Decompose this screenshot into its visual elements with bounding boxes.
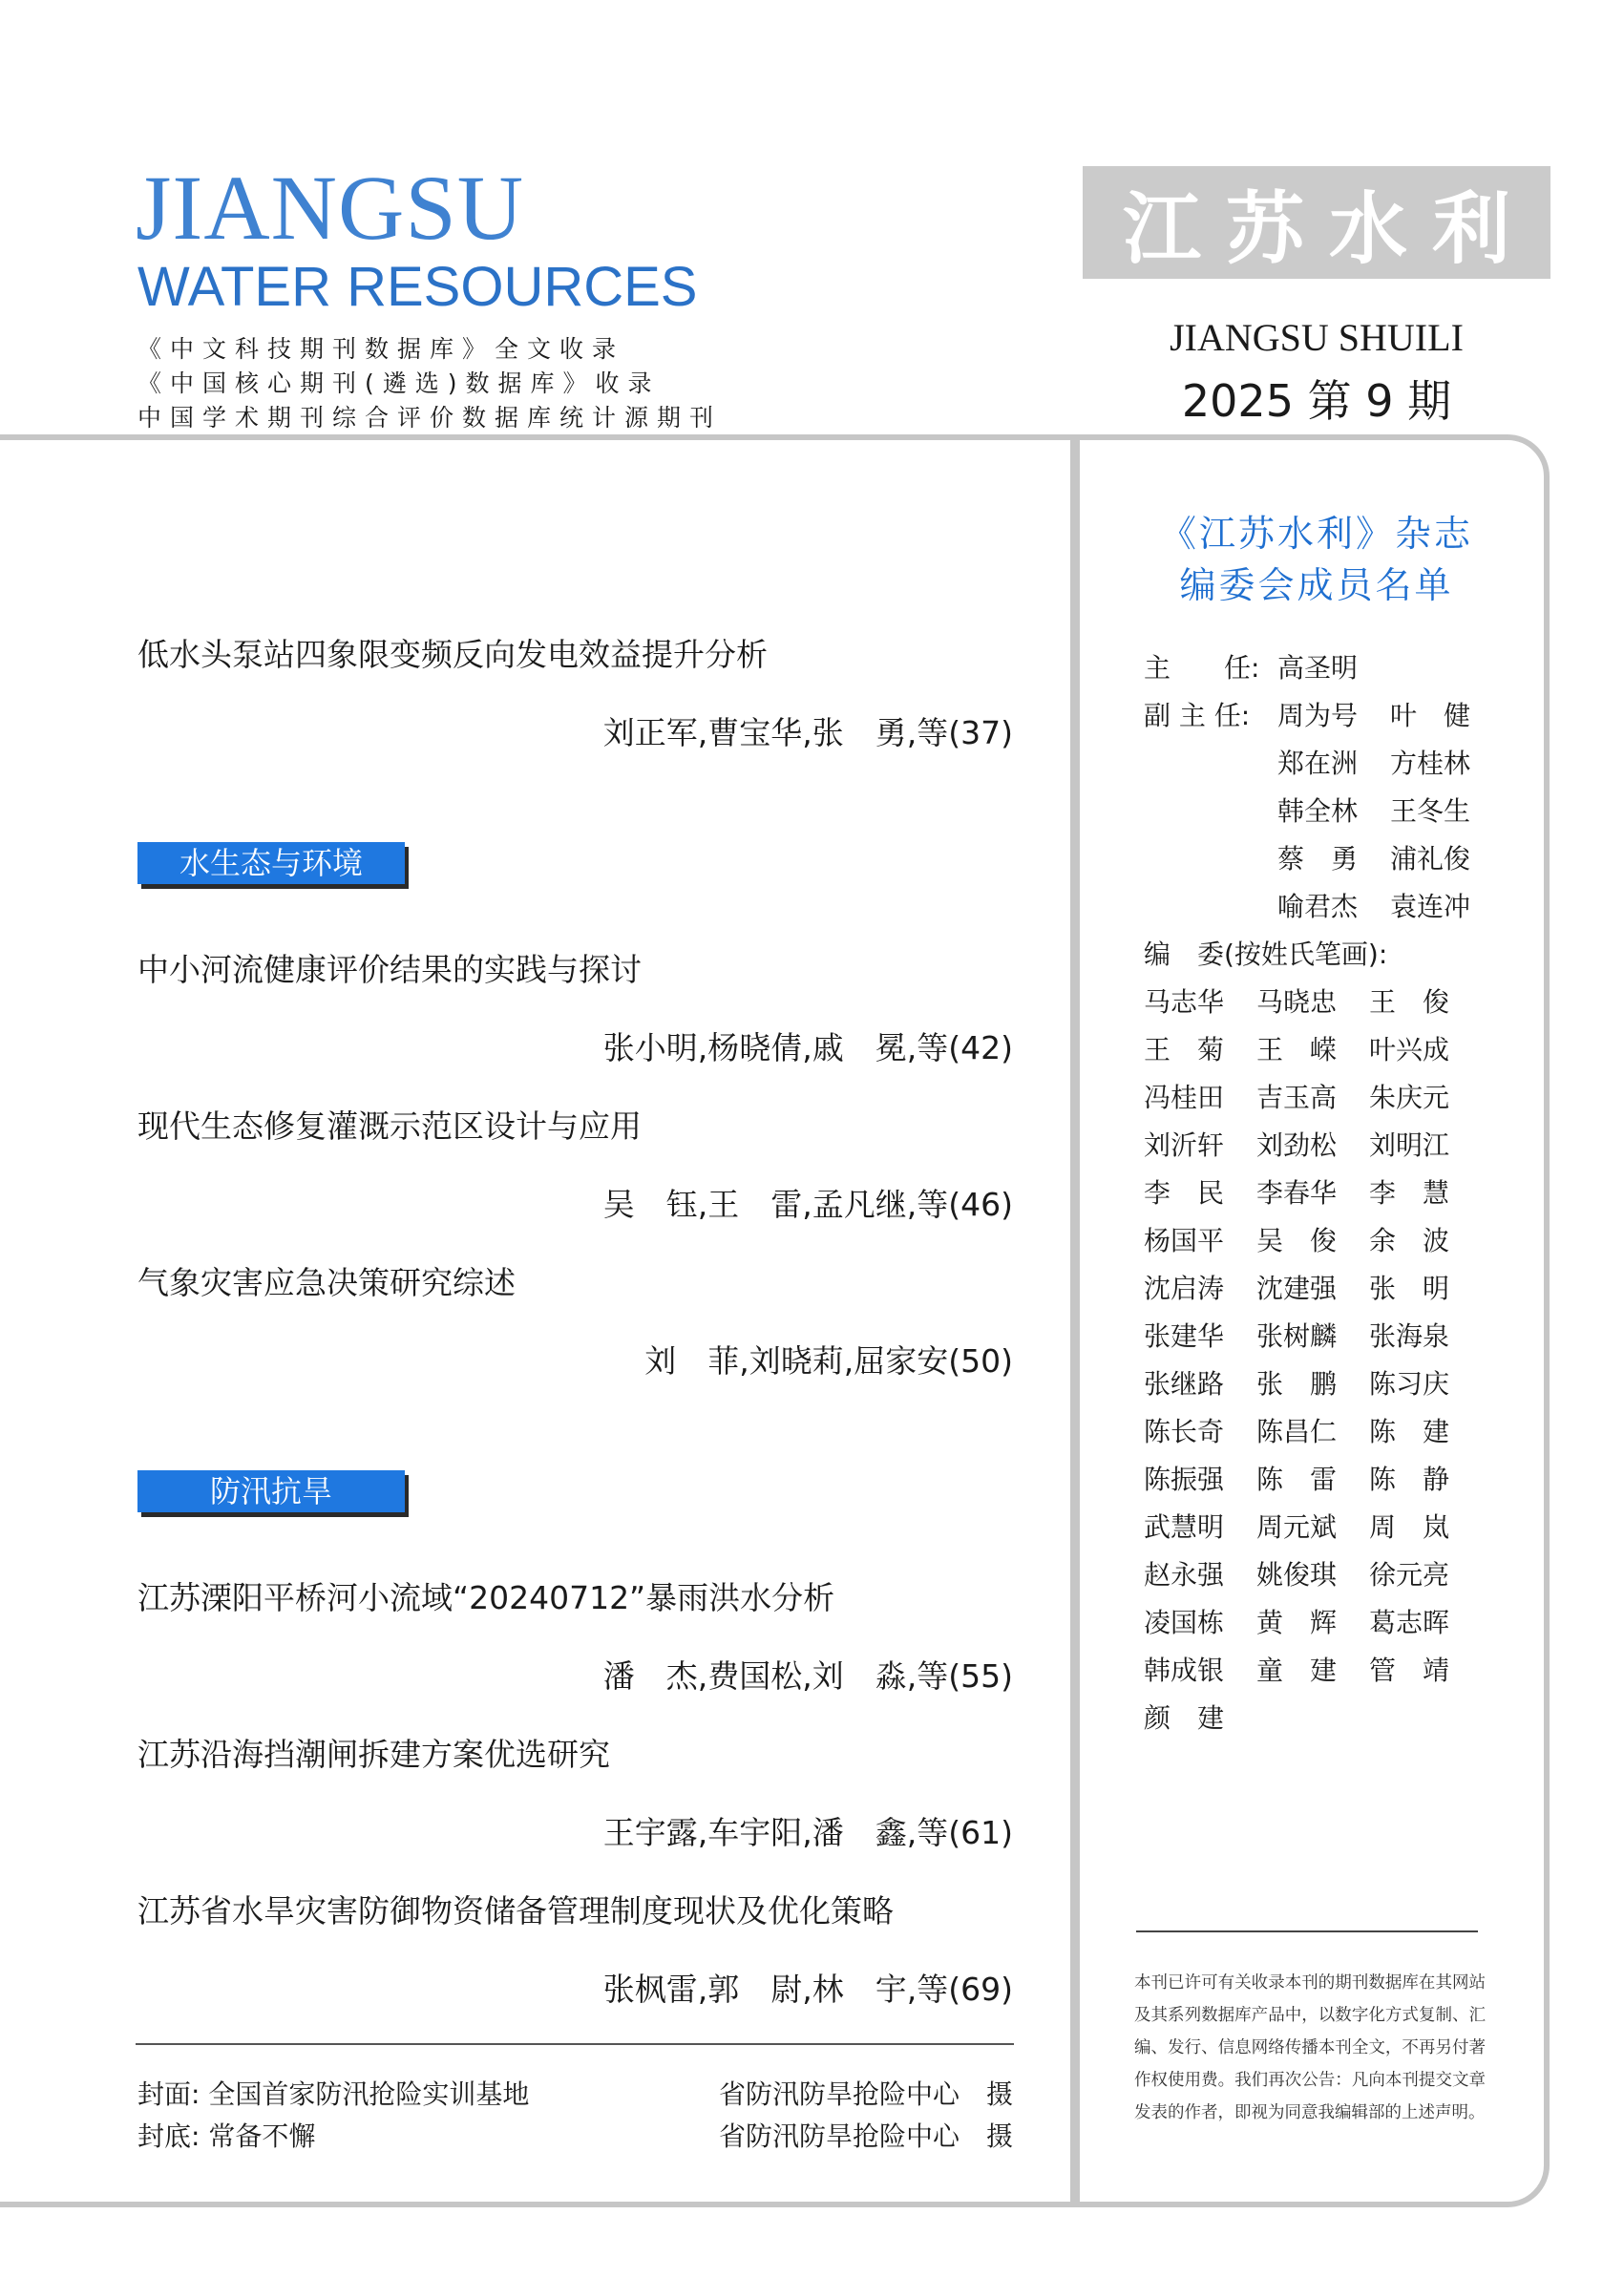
member-name: 张海泉: [1369, 1320, 1450, 1352]
member-name: 刘明江: [1369, 1129, 1450, 1161]
member-name: 管 靖: [1369, 1655, 1450, 1686]
deputy-name: 郑在洲: [1277, 748, 1359, 779]
member-name: 王 俊: [1369, 986, 1450, 1018]
logo-english-line1: JIANGSU: [136, 157, 525, 259]
member-name: 沈建强: [1256, 1273, 1338, 1304]
member-name: 葛志晖: [1369, 1607, 1450, 1638]
member-name: 刘劲松: [1256, 1129, 1338, 1161]
board-title-line1: 《江苏水利》杂志: [1159, 513, 1473, 555]
member-name: 韩成银: [1144, 1655, 1225, 1686]
member-name: 赵永强: [1144, 1559, 1225, 1591]
member-name: 周 岚: [1369, 1511, 1450, 1543]
article-authors: 王宇露,车宇阳,潘 鑫,等(61): [602, 1814, 1013, 1851]
member-name: 马志华: [1144, 986, 1225, 1018]
member-name: 陈振强: [1144, 1464, 1225, 1495]
article-authors: 吴 钰,王 雷,孟凡继,等(46): [602, 1186, 1013, 1223]
article-title[interactable]: 现代生态修复灌溉示范区设计与应用: [137, 1107, 642, 1145]
deputy-label: 副 主 任:: [1144, 700, 1251, 731]
member-name: 吴 俊: [1256, 1225, 1338, 1256]
member-name: 马晓忠: [1256, 986, 1338, 1018]
director-name: 高圣明: [1277, 652, 1359, 684]
member-name: 李 民: [1144, 1177, 1225, 1209]
deputy-name: 叶 健: [1390, 700, 1471, 731]
notice-rule: [1136, 1930, 1478, 1932]
member-name: 张继路: [1144, 1368, 1225, 1400]
member-name: 陈 静: [1369, 1464, 1450, 1495]
column-divider: [1070, 437, 1080, 2204]
article-authors: 张小明,杨晓倩,戚 冕,等(42): [602, 1029, 1013, 1066]
member-name: 叶兴成: [1369, 1034, 1450, 1065]
deputy-name: 王冬生: [1390, 795, 1471, 827]
member-name: 朱庆元: [1369, 1082, 1450, 1113]
member-name: 周元斌: [1256, 1511, 1338, 1543]
deputy-name: 袁连冲: [1390, 891, 1471, 922]
member-name: 杨国平: [1144, 1225, 1225, 1256]
article-title[interactable]: 中小河流健康评价结果的实践与探讨: [137, 951, 642, 988]
member-name: 吉玉高: [1256, 1082, 1338, 1113]
member-name: 李 慧: [1369, 1177, 1450, 1209]
member-name: 陈 建: [1369, 1416, 1450, 1447]
member-name: 陈 雷: [1256, 1464, 1338, 1495]
deputy-name: 方桂林: [1390, 748, 1471, 779]
member-name: 张树麟: [1256, 1320, 1338, 1352]
article-title[interactable]: 气象灾害应急决策研究综述: [137, 1264, 516, 1301]
board-title-line2: 编委会成员名单: [1179, 564, 1454, 606]
article-title[interactable]: 低水头泵站四象限变频反向发电效益提升分析: [137, 636, 768, 673]
section-tag: 水生态与环境: [137, 842, 405, 884]
member-name: 王 菊: [1144, 1034, 1225, 1065]
cover-back-credit: 省防汛防旱抢险中心 摄: [718, 2120, 1013, 2152]
article-authors: 张枫雷,郭 尉,林 宇,等(69): [602, 1971, 1013, 2008]
issue-number: 2025 第 9 期: [1181, 375, 1452, 427]
cover-front-label: 封面: 全国首家防汛抢险实训基地: [137, 2078, 530, 2110]
contents-rule: [136, 2043, 1014, 2045]
director-label: 主 任:: [1144, 652, 1260, 684]
journal-pinyin-title: JIANGSU SHUILI: [1170, 316, 1464, 359]
journal-title: 江苏水利: [1122, 183, 1535, 275]
member-name: 李春华: [1256, 1177, 1338, 1209]
member-name: 冯桂田: [1144, 1082, 1225, 1113]
deputy-name: 喻君杰: [1277, 891, 1359, 922]
member-name: 张 明: [1369, 1273, 1450, 1304]
article-authors: 刘 菲,刘晓莉,屈家安(50): [644, 1342, 1013, 1380]
member-name: 姚俊琪: [1256, 1559, 1338, 1591]
member-name: 颜 建: [1144, 1702, 1225, 1734]
member-name: 凌国栋: [1144, 1607, 1225, 1638]
member-name: 张建华: [1144, 1320, 1225, 1352]
member-name: 王 嵘: [1256, 1034, 1338, 1065]
index-line: 中国学术期刊综合评价数据库统计源期刊: [137, 404, 723, 432]
article-title[interactable]: 江苏溧阳平桥河小流域“20240712”暴雨洪水分析: [137, 1579, 835, 1616]
article-authors: 潘 杰,费国松,刘 淼,等(55): [602, 1657, 1013, 1695]
deputy-name: 浦礼俊: [1390, 843, 1471, 875]
member-name: 徐元亮: [1369, 1559, 1450, 1591]
deputy-name: 蔡 勇: [1277, 843, 1359, 875]
deputy-name: 韩全林: [1277, 795, 1359, 827]
member-name: 张 鹏: [1256, 1368, 1338, 1400]
copyright-notice: 本刊已许可有关收录本刊的期刊数据库在其网站及其系列数据库产品中，以数字化方式复制、汇编、发行、信息网络传播本刊全文，不再另付著作权使用费。我们再次公告：凡向本刊提交文章发表的作者，即视为同意我编辑部的上述声明。: [1134, 1973, 1486, 2122]
member-name: 黄 辉: [1256, 1607, 1338, 1638]
cover-back-label: 封底: 常备不懈: [137, 2120, 316, 2152]
article-authors: 刘正军,曹宝华,张 勇,等(37): [602, 714, 1013, 751]
member-name: 武慧明: [1144, 1511, 1225, 1543]
member-name: 童 建: [1256, 1655, 1338, 1686]
logo-english-line2: WATER RESOURCES: [137, 256, 698, 318]
deputy-name: 周为号: [1277, 700, 1359, 731]
member-name: 刘沂轩: [1144, 1129, 1225, 1161]
member-name: 陈长奇: [1144, 1416, 1225, 1447]
index-line: 《中文科技期刊数据库》全文收录: [137, 335, 625, 363]
member-name: 余 波: [1369, 1225, 1450, 1256]
index-line: 《中国核心期刊(遴选)数据库》收录: [137, 369, 661, 397]
cover-front-credit: 省防汛防旱抢险中心 摄: [718, 2078, 1013, 2110]
member-name: 陈昌仁: [1256, 1416, 1338, 1447]
section-tag: 防汛抗旱: [137, 1470, 405, 1512]
member-name: 陈习庆: [1369, 1368, 1450, 1400]
journal-title-banner: [1083, 166, 1550, 279]
article-title[interactable]: 江苏省水旱灾害防御物资储备管理制度现状及优化策略: [137, 1892, 894, 1930]
members-label: 编 委(按姓氏笔画):: [1144, 939, 1388, 970]
article-title[interactable]: 江苏沿海挡潮闸拆建方案优选研究: [137, 1736, 610, 1773]
member-name: 沈启涛: [1144, 1273, 1225, 1304]
